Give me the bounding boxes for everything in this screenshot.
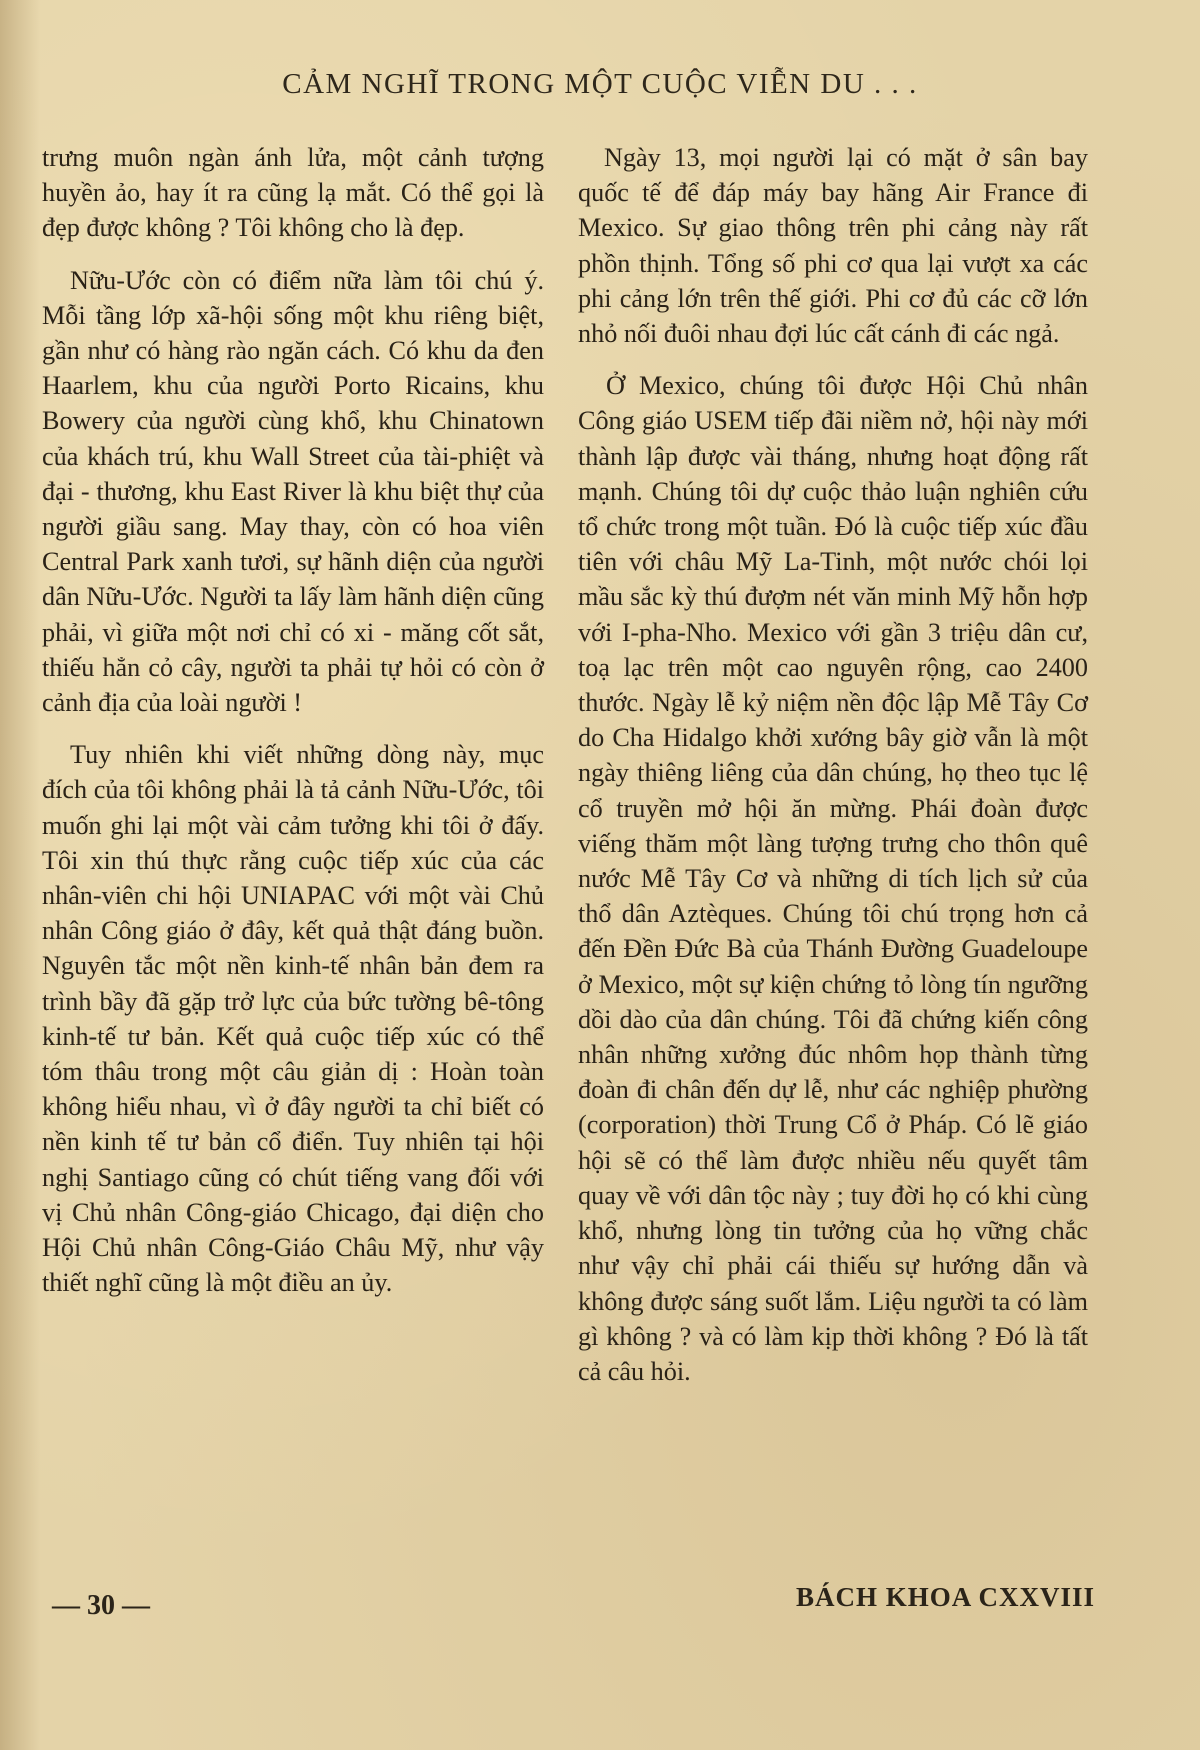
paragraph: trưng muôn ngàn ánh lửa, một cảnh tượng huyền ảo, hay ít ra cũng lạ mắt. Có thể gọi là đẹp được không ? Tôi không cho là đẹp.	[42, 143, 544, 243]
page-number: — 30 —	[52, 1590, 150, 1621]
right-column	[578, 140, 1088, 1389]
paragraph: Tuy nhiên khi viết những dòng này, mục đích của tôi không phải là tả cảnh Nữu-Ước, tôi muốn ghi lại một vài cảm tưởng khi tôi ở đấy. Tôi xin thú thực rằng cuộc tiếp xúc của các nhân-viên chi hội UNIAPAC với một vài Chủ nhân Công giáo ở đây, kết quả thật đáng buồn. Nguyên tắc một nền kinh-tế nhân bản đem ra trình bầy đã gặp trở lực của bức tường bê-tông kinh-tế tư bản. Kết quả cuộc tiếp xúc có thể tóm thâu trong một câu giản dị : Hoàn toàn không hiểu nhau, vì ở đây người ta chỉ biết có nền kinh tế tư bản cổ điển. Tuy nhiên tại hội nghị Santiago cũng có chút tiếng vang đối với vị Chủ nhân Công-giáo Chicago, đại diện cho Hội Chủ nhân Công-Giáo Châu Mỹ, như vậy thiết nghĩ cũng là một điều an ủy.	[42, 740, 544, 1298]
left-column	[42, 140, 544, 1301]
running-title: CẢM NGHĨ TRONG MỘT CUỘC VIỄN DU . . .	[282, 68, 918, 100]
paragraph: Nữu-Ước còn có điểm nữa làm tôi chú ý. Mỗi tầng lớp xã-hội sống một khu riêng biệt, gần như có hàng rào ngăn cách. Có khu da đen Haarlem, khu của người Porto Ricains, khu Bowery của người cùng khổ, khu Chinatown của khách trú, khu Wall Street của tài-phiệt và đại - thương, khu East River là khu biệt thự của người giầu sang. May thay, còn có hoa viên Central Park xanh tươi, sự hãnh diện của người dân Nữu-Ước. Người ta lấy làm hãnh diện cũng phải, vì giữa một nơi chỉ có xi - măng cốt sắt, thiếu hẳn cỏ cây, người ta phải tự hỏi có còn ở cảnh địa của loài người !	[42, 265, 544, 718]
journal-issue: BÁCH KHOA CXXVIII	[795, 1582, 1095, 1612]
page-edge-shadow	[0, 0, 40, 1750]
paragraph: Ngày 13, mọi người lại có mặt ở sân bay quốc tế để đáp máy bay hãng Air France đi Mexico. Sự giao thông trên phi cảng này rất phồn thịnh. Tổng số phi cơ qua lại vượt xa các phi cảng lớn trên thế giới. Phi cơ đủ các cỡ lớn nhỏ nối đuôi nhau đợi lúc cất cánh đi các ngả.	[578, 143, 1088, 349]
paragraph: Ở Mexico, chúng tôi được Hội Chủ nhân Công giáo USEM tiếp đãi niềm nở, hội này mới thành lập được vài tháng, nhưng hoạt động rất mạnh. Chúng tôi dự cuộc thảo luận nghiên cứu tổ chức trong một tuần. Đó là cuộc tiếp xúc đầu tiên với châu Mỹ La-Tinh, một nước chói lọi mầu sắc kỳ thú đượm nét văn minh Mỹ hỗn hợp với I-pha-Nho. Mexico với gần 3 triệu dân cư, toạ lạc trên một cao nguyên rộng, cao 2400 thước. Ngày lễ kỷ niệm nền độc lập Mễ Tây Cơ do Cha Hidalgo khởi xướng bây giờ vẫn là một ngày thiêng liêng của dân chúng, họ theo tục lệ cổ truyền mở hội ăn mừng. Phái đoàn được viếng thăm một làng tượng trưng cho thôn quê nước Mễ Tây Cơ và những di tích lịch sử của thổ dân Aztèques. Chúng tôi chú trọng hơn cả đến Đền Đức Bà của Thánh Đường Guadeloupe ở Mexico, một sự kiện chứng tỏ lòng tín ngưỡng dồi dào của dân chúng. Tôi đã chứng kiến công nhân những xưởng đúc nhôm họp thành từng đoàn đi chân đến dự lễ, như các nghiệp phường (corporation) thời Trung Cổ ở Pháp. Có lẽ giáo hội sẽ có thể làm được nhiều nếu quyết tâm quay về với dân tộc này ; tuy đời họ có khi cùng khổ, nhưng lòng tin tưởng của họ vững chắc như vậy chỉ phải cái thiếu sự hướng dẫn và không được sáng suốt lắm. Liệu người ta có làm gì không ? và có làm kịp thời không ? Đó là tất cả câu hỏi.	[578, 371, 1088, 1386]
